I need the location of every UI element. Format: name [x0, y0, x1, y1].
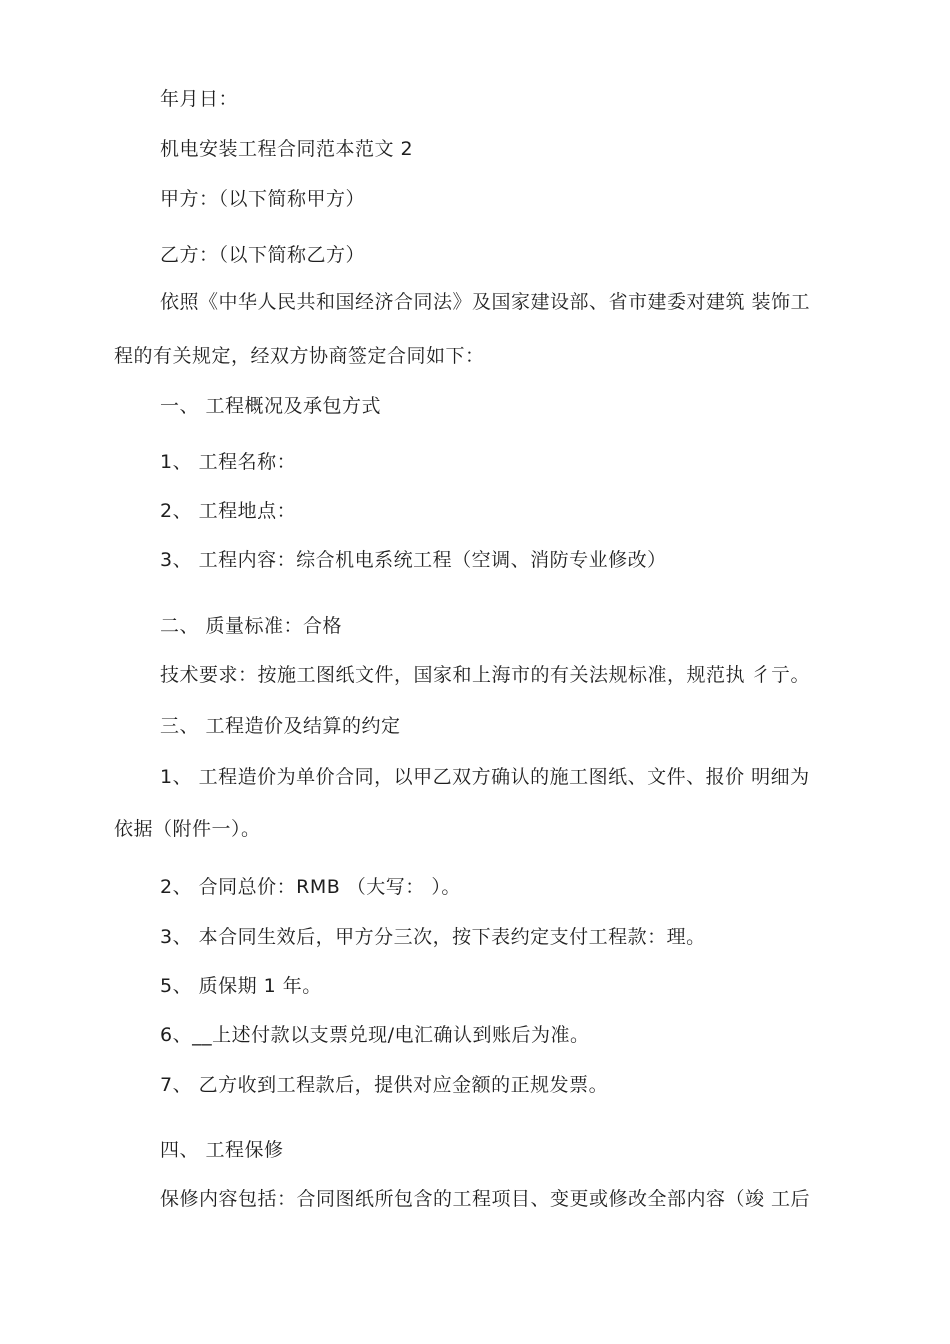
clause-1-2: 2、 工程地点： — [160, 500, 297, 522]
clause-3-7: 7、 乙方收到工程款后，提供对应金额的正规发票。 — [160, 1074, 609, 1096]
technical-requirements: 技术要求：按施工图纸文件，国家和上海市的有关法规标准，规范执 彳亍。 — [160, 664, 811, 686]
clause-3-6: 6、__上述付款以支票兑现/电汇确认到账后为准。 — [160, 1024, 590, 1046]
section-4-heading: 四、 工程保修 — [160, 1139, 284, 1161]
date-line: 年月日： — [160, 88, 239, 110]
clause-1-3: 3、 工程内容：综合机电系统工程（空调、消防专业修改） — [160, 549, 667, 571]
clause-1-1: 1、 工程名称： — [160, 451, 297, 473]
section-3-heading: 三、 工程造价及结算的约定 — [160, 715, 401, 737]
party-b-line: 乙方：（以下简称乙方） — [160, 244, 366, 266]
party-a-line: 甲方：（以下简称甲方） — [160, 188, 366, 210]
warranty-content: 保修内容包括：合同图纸所包含的工程项目、变更或修改全部内容（竣 工后 — [160, 1188, 811, 1210]
clause-3-3: 3、 本合同生效后，甲方分三次，按下表约定支付工程款：理。 — [160, 926, 706, 948]
preamble-line-2: 程的有关规定，经双方协商签定合同如下： — [114, 345, 485, 367]
clause-3-1-line-2: 依据（附件一）。 — [114, 818, 261, 840]
clause-3-5: 5、 质保期 1 年。 — [160, 975, 322, 997]
document-title: 机电安装工程合同范本范文 2 — [160, 138, 414, 160]
preamble-line-1: 依照《中华人民共和国经济合同法》及国家建设部、省市建委对建筑 装饰工 — [160, 291, 811, 313]
clause-3-2: 2、 合同总价：RMB （大写： ）。 — [160, 876, 461, 898]
section-1-heading: 一、 工程概况及承包方式 — [160, 395, 382, 417]
clause-3-1-line-1: 1、 工程造价为单价合同，以甲乙双方确认的施工图纸、文件、报价 明细为 — [160, 766, 810, 788]
section-2-heading: 二、 质量标准：合格 — [160, 615, 343, 637]
